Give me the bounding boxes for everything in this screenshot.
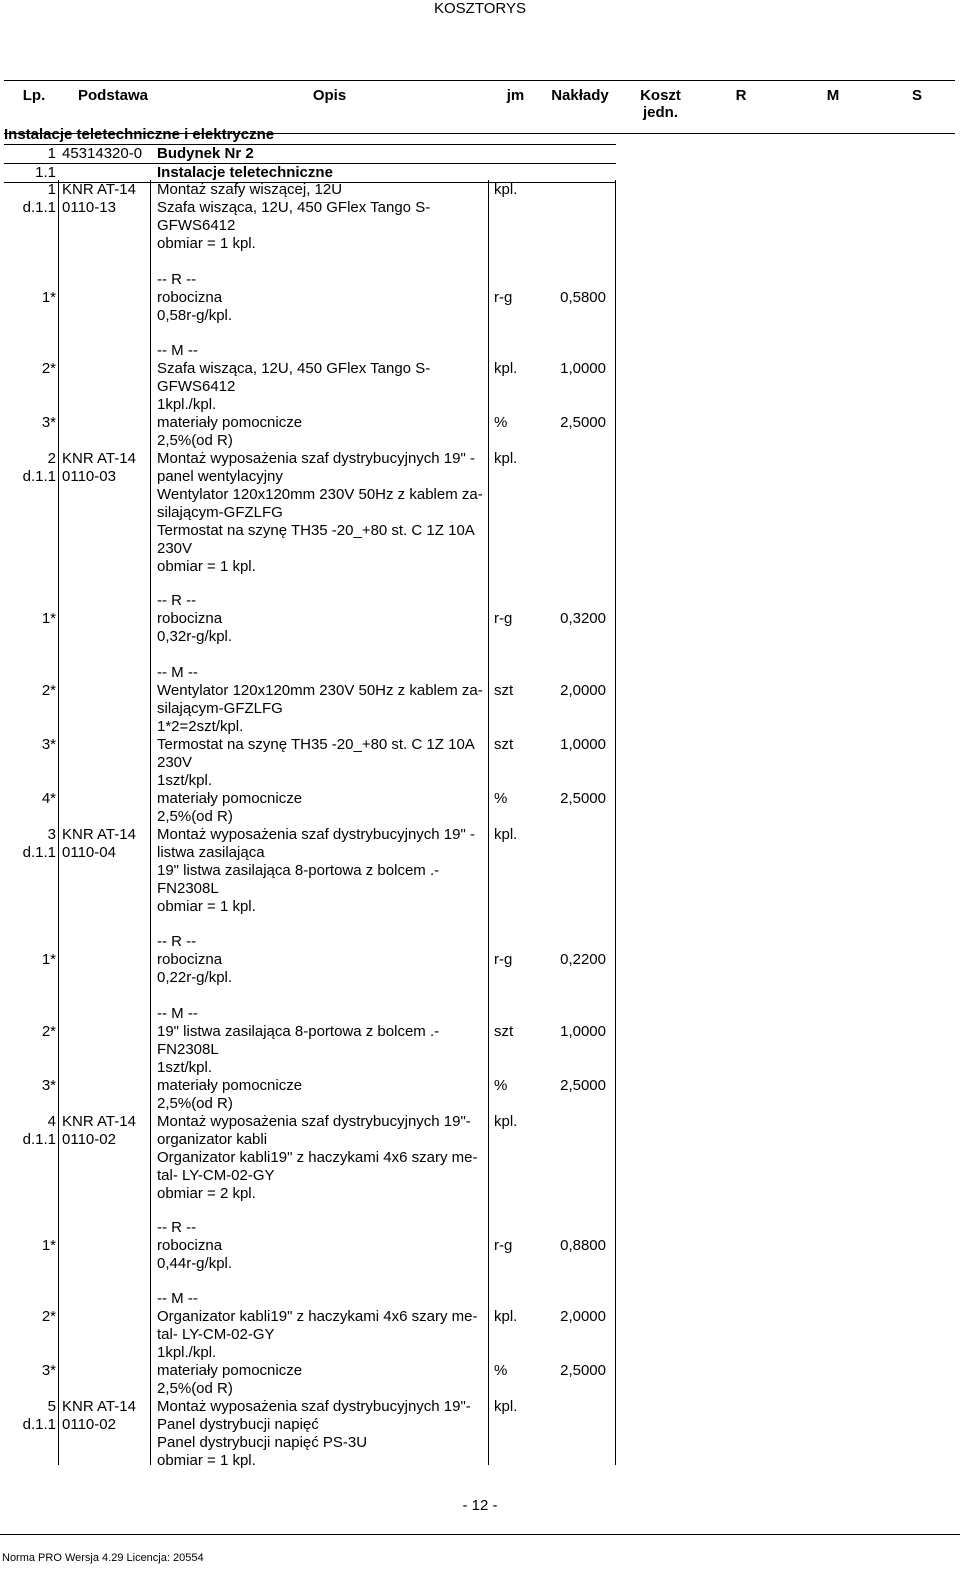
row-opis: -- M -- bbox=[157, 1005, 198, 1022]
row-podstawa: 0110-02 bbox=[62, 1416, 116, 1433]
row-opis: Wentylator 120x120mm 230V 50Hz z kablem za- bbox=[157, 486, 483, 503]
header-naklady: Nakłady bbox=[534, 81, 626, 134]
section-building-title: Budynek Nr 2 bbox=[157, 145, 254, 162]
row-opis: Termostat na szynę TH35 -20_+80 st. C 1Z 10A bbox=[157, 522, 475, 539]
row-lp: 3* bbox=[41, 1077, 56, 1094]
row-podstawa: KNR AT-14 bbox=[62, 1113, 136, 1130]
row-lp: 4 bbox=[47, 1113, 56, 1130]
row-opis: -- R -- bbox=[157, 271, 197, 288]
row-naklady: 1,0000 bbox=[560, 1023, 606, 1040]
row-opis: Termostat na szynę TH35 -20_+80 st. C 1Z 10A bbox=[157, 736, 475, 753]
row-opis: Montaż szafy wiszącej, 12U bbox=[157, 181, 343, 198]
row-opis: 19" listwa zasilająca 8-portowa z bolcem .- bbox=[157, 862, 440, 879]
row-lp: d.1.1 bbox=[22, 468, 56, 485]
header-lp: Lp. bbox=[4, 81, 64, 134]
row-jm: kpl. bbox=[494, 360, 518, 377]
row-lp: 4* bbox=[41, 790, 56, 807]
row-lp: d.1.1 bbox=[22, 199, 56, 216]
row-naklady: 0,8800 bbox=[560, 1237, 606, 1254]
section-building bbox=[4, 144, 616, 164]
row-lp: 5 bbox=[47, 1398, 56, 1415]
row-lp: 1 bbox=[47, 181, 56, 198]
column-divider bbox=[488, 180, 489, 1465]
row-opis: Szafa wisząca, 12U, 450 GFlex Tango S- bbox=[157, 199, 431, 216]
row-naklady: 1,0000 bbox=[560, 360, 606, 377]
row-jm: kpl. bbox=[494, 1308, 518, 1325]
header-r: R bbox=[695, 81, 787, 134]
row-opis: obmiar = 1 kpl. bbox=[157, 898, 256, 915]
row-opis: robocizna bbox=[157, 610, 223, 627]
row-jm: r-g bbox=[494, 951, 513, 968]
row-opis: materiały pomocnicze bbox=[157, 414, 303, 431]
row-opis: Szafa wisząca, 12U, 450 GFlex Tango S- bbox=[157, 360, 431, 377]
row-jm: szt bbox=[494, 1023, 514, 1040]
row-lp: 2* bbox=[41, 1308, 56, 1325]
section-building-lp: 1 bbox=[47, 145, 56, 162]
row-lp: d.1.1 bbox=[22, 1131, 56, 1148]
row-opis: Organizator kabli19" z haczykami 4x6 szary me- bbox=[157, 1308, 478, 1325]
header-koszt bbox=[626, 81, 695, 134]
section-subheading-title: Instalacje teletechniczne bbox=[157, 164, 333, 181]
column-divider bbox=[150, 180, 151, 1465]
header-koszt-line1: Koszt bbox=[640, 87, 681, 104]
row-opis: panel wentylacyjny bbox=[157, 468, 283, 485]
row-opis: obmiar = 1 kpl. bbox=[157, 1452, 256, 1469]
row-opis: Montaż wyposażenia szaf dystrybucyjnych 19"- bbox=[157, 1398, 471, 1415]
row-opis: tal- LY-CM-02-GY bbox=[157, 1326, 275, 1343]
row-opis: materiały pomocnicze bbox=[157, 1077, 303, 1094]
row-opis: GFWS6412 bbox=[157, 378, 236, 395]
row-opis: -- M -- bbox=[157, 1290, 198, 1307]
section-building-code: 45314320-0 bbox=[62, 145, 143, 162]
row-lp: d.1.1 bbox=[22, 1416, 56, 1433]
section-subheading bbox=[4, 163, 616, 183]
row-opis: 1szt/kpl. bbox=[157, 772, 213, 789]
row-jm: kpl. bbox=[494, 450, 518, 467]
column-divider bbox=[615, 180, 616, 1465]
row-opis: 2,5%(od R) bbox=[157, 432, 233, 449]
row-opis: materiały pomocnicze bbox=[157, 790, 303, 807]
header-koszt-line2: jedn. bbox=[642, 104, 678, 121]
row-jm: r-g bbox=[494, 289, 513, 306]
row-opis: 1kpl./kpl. bbox=[157, 1344, 217, 1361]
section-subheading-lp: 1.1 bbox=[35, 164, 56, 181]
row-podstawa: 0110-13 bbox=[62, 199, 116, 216]
row-opis: Panel dystrybucji napięć PS-3U bbox=[157, 1434, 368, 1451]
row-lp: 1* bbox=[41, 289, 56, 306]
row-lp: 2 bbox=[47, 450, 56, 467]
row-opis: -- R -- bbox=[157, 933, 197, 950]
header-jm: jm bbox=[497, 81, 534, 134]
row-jm: % bbox=[494, 414, 508, 431]
footer-license: Norma PRO Wersja 4.29 Licencja: 20554 bbox=[2, 1552, 204, 1564]
page-number: - 12 - bbox=[462, 1497, 498, 1514]
page-title: KOSZTORYS bbox=[434, 0, 526, 17]
row-naklady: 0,3200 bbox=[560, 610, 606, 627]
row-opis: GFWS6412 bbox=[157, 217, 236, 234]
row-opis: 1kpl./kpl. bbox=[157, 396, 217, 413]
row-opis: 230V bbox=[157, 540, 193, 557]
row-opis: obmiar = 2 kpl. bbox=[157, 1185, 256, 1202]
header-m: M bbox=[787, 81, 879, 134]
row-podstawa: KNR AT-14 bbox=[62, 181, 136, 198]
row-opis: 19" listwa zasilająca 8-portowa z bolcem .- bbox=[157, 1023, 440, 1040]
row-jm: kpl. bbox=[494, 826, 518, 843]
row-jm: r-g bbox=[494, 610, 513, 627]
row-opis: 2,5%(od R) bbox=[157, 1380, 233, 1397]
row-opis: organizator kabli bbox=[157, 1131, 268, 1148]
row-lp: 2* bbox=[41, 360, 56, 377]
header-s: S bbox=[879, 81, 955, 134]
row-opis: Wentylator 120x120mm 230V 50Hz z kablem za- bbox=[157, 682, 483, 699]
header-opis: Opis bbox=[162, 81, 497, 134]
row-opis: Montaż wyposażenia szaf dystrybucyjnych 19"- bbox=[157, 1113, 471, 1130]
row-opis: -- M -- bbox=[157, 342, 198, 359]
row-opis: Montaż wyposażenia szaf dystrybucyjnych 19" - bbox=[157, 826, 475, 843]
row-opis: obmiar = 1 kpl. bbox=[157, 558, 256, 575]
row-naklady: 2,5000 bbox=[560, 414, 606, 431]
row-opis: 1szt/kpl. bbox=[157, 1059, 213, 1076]
row-opis: FN2308L bbox=[157, 1041, 219, 1058]
row-jm: szt bbox=[494, 682, 514, 699]
row-jm: % bbox=[494, 1077, 508, 1094]
row-opis: 0,32r-g/kpl. bbox=[157, 628, 233, 645]
row-podstawa: 0110-03 bbox=[62, 468, 116, 485]
row-jm: szt bbox=[494, 736, 514, 753]
row-opis: materiały pomocnicze bbox=[157, 1362, 303, 1379]
row-lp: 2* bbox=[41, 682, 56, 699]
row-opis: FN2308L bbox=[157, 880, 219, 897]
row-opis: 2,5%(od R) bbox=[157, 808, 233, 825]
row-podstawa: 0110-04 bbox=[62, 844, 116, 861]
row-opis: 0,58r-g/kpl. bbox=[157, 307, 233, 324]
row-opis: Organizator kabli19" z haczykami 4x6 szary me- bbox=[157, 1149, 478, 1166]
row-lp: 1* bbox=[41, 610, 56, 627]
row-opis: silającym-GFZLFG bbox=[157, 700, 283, 717]
row-naklady: 2,5000 bbox=[560, 1077, 606, 1094]
footer-rule bbox=[0, 1534, 960, 1535]
row-naklady: 2,5000 bbox=[560, 790, 606, 807]
row-lp: 3* bbox=[41, 736, 56, 753]
row-jm: r-g bbox=[494, 1237, 513, 1254]
row-opis: 1*2=2szt/kpl. bbox=[157, 718, 244, 735]
row-podstawa: KNR AT-14 bbox=[62, 826, 136, 843]
row-lp: 3 bbox=[47, 826, 56, 843]
row-naklady: 0,5800 bbox=[560, 289, 606, 306]
row-opis: Montaż wyposażenia szaf dystrybucyjnych 19" - bbox=[157, 450, 475, 467]
row-naklady: 0,2200 bbox=[560, 951, 606, 968]
row-jm: kpl. bbox=[494, 1113, 518, 1130]
row-opis: 0,44r-g/kpl. bbox=[157, 1255, 233, 1272]
row-opis: obmiar = 1 kpl. bbox=[157, 235, 256, 252]
row-podstawa: KNR AT-14 bbox=[62, 450, 136, 467]
column-divider bbox=[58, 180, 59, 1465]
row-opis: listwa zasilająca bbox=[157, 844, 265, 861]
row-opis: silającym-GFZLFG bbox=[157, 504, 283, 521]
row-opis: -- R -- bbox=[157, 592, 197, 609]
header-podstawa: Podstawa bbox=[64, 81, 162, 134]
row-lp: 3* bbox=[41, 1362, 56, 1379]
row-jm: kpl. bbox=[494, 1398, 518, 1415]
row-jm: % bbox=[494, 1362, 508, 1379]
row-naklady: 2,0000 bbox=[560, 682, 606, 699]
row-naklady: 2,5000 bbox=[560, 1362, 606, 1379]
section-heading: Instalacje teletechniczne i elektryczne bbox=[4, 125, 616, 145]
row-lp: 3* bbox=[41, 414, 56, 431]
row-opis: robocizna bbox=[157, 951, 223, 968]
row-lp: 1* bbox=[41, 951, 56, 968]
row-podstawa: KNR AT-14 bbox=[62, 1398, 136, 1415]
row-lp: 2* bbox=[41, 1023, 56, 1040]
row-opis: 2,5%(od R) bbox=[157, 1095, 233, 1112]
row-opis: robocizna bbox=[157, 1237, 223, 1254]
row-podstawa: 0110-02 bbox=[62, 1131, 116, 1148]
row-opis: -- M -- bbox=[157, 664, 198, 681]
row-jm: % bbox=[494, 790, 508, 807]
row-lp: 1* bbox=[41, 1237, 56, 1254]
row-opis: robocizna bbox=[157, 289, 223, 306]
row-jm: kpl. bbox=[494, 181, 518, 198]
row-opis: Panel dystrybucji napięć bbox=[157, 1416, 319, 1433]
row-naklady: 2,0000 bbox=[560, 1308, 606, 1325]
row-naklady: 1,0000 bbox=[560, 736, 606, 753]
row-lp: d.1.1 bbox=[22, 844, 56, 861]
row-opis: 230V bbox=[157, 754, 193, 771]
row-opis: -- R -- bbox=[157, 1219, 197, 1236]
row-opis: 0,22r-g/kpl. bbox=[157, 969, 233, 986]
row-opis: tal- LY-CM-02-GY bbox=[157, 1167, 275, 1184]
